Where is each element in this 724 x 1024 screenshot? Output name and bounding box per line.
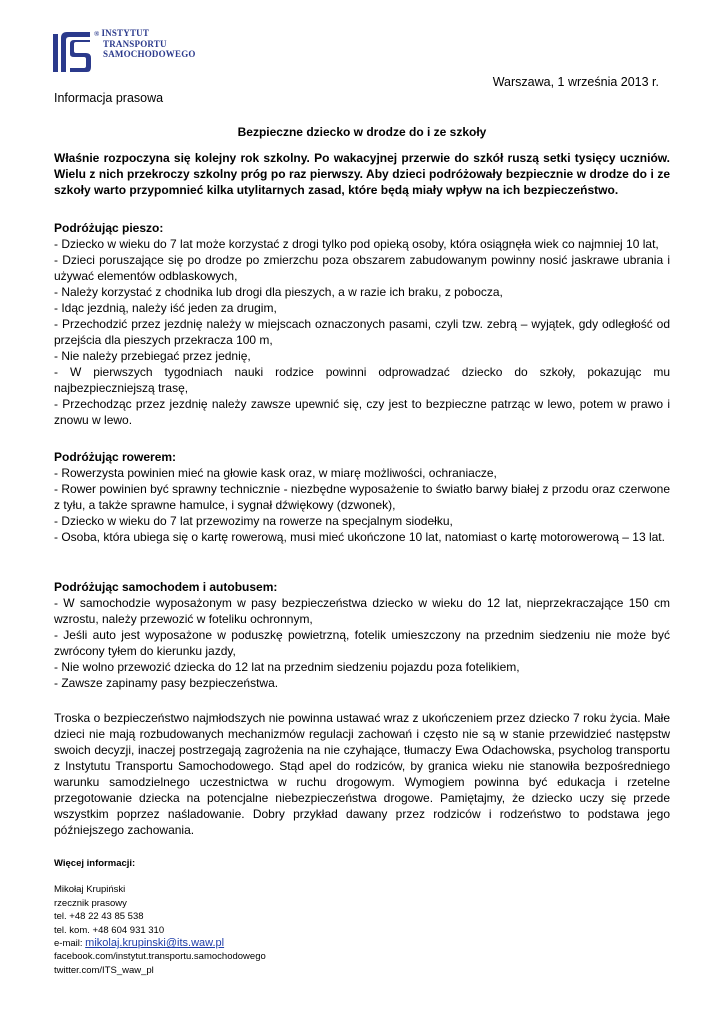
list-item: - W pierwszych tygodniach nauki rodzice powinni odprowadzać dziecko do szkoły, pokazując mu najbezpieczniejszą trasę, xyxy=(54,365,670,395)
email-label: e-mail: xyxy=(54,938,86,950)
list-item: - Dziecko w wieku do 7 lat przewozimy na rowerze na specjalnym siodełku, xyxy=(54,514,453,528)
release-date: Warszawa, 1 września 2013 r. xyxy=(492,75,659,89)
contact-heading: Więcej informacji: xyxy=(54,858,136,869)
list-item: - W samochodzie wyposażonym w pasy bezpieczeństwa dziecko w wieku do 12 lat, nieprzekraczające 150 cm wzrostu, należy przewozić w foteliku ochronnym, xyxy=(54,596,670,626)
closing-paragraph: Troska o bezpieczeństwo najmłodszych nie powinna ustawać wraz z ukończeniem przez dziecko 7 roku życia. Małe dzieci nie mają rozbudowanych mechanizmów regulacji zachowań i często nie są w stanie przewidzieć następstw swoich decyzji, inaczej postrzegają zagrożenia na nie czyhające, tłumaczy Ewa Odachowska, psycholog transportu z Instytutu Transportu Samochodowego. Stąd apel do rodziców, by granica wieku nie stanowiła bezpośredniego warunku samodzielnego uczestnictwa w ruchu drogowym. Wymogiem powinna być edukacja i rzetelne przegotowanie dziecka na potencjalne niebezpieczeństwa drogowe. Pamiętajmy, że dziecko uczy się przede wszystkim poprzez naśladowanie. Dobry przykład dawany przez rodziców i rodzeństwo to podstawa jego późniejszego zachowania. xyxy=(54,711,670,837)
section-heading: Podróżując samochodem i autobusem: xyxy=(54,580,278,594)
contact-mobile: tel. kom. +48 604 931 310 xyxy=(54,924,165,936)
list-item: - Należy korzystać z chodnika lub drogi dla pieszych, a w razie ich braku, z pobocza, xyxy=(54,285,503,299)
section-cycling xyxy=(54,449,670,545)
its-logo xyxy=(52,28,212,76)
document-title: Bezpieczne dziecko w drodze do i ze szkoły xyxy=(237,125,487,139)
list-item: - Przechodzić przez jezdnię należy w miejscach oznaczonych pasami, czyli tzw. zebrą – wyjątek, gdy odległość od przejścia dla pieszych przekracza 100 m, xyxy=(54,317,670,347)
contact-email-row xyxy=(54,937,266,950)
logo-line-2: TRANSPORTU xyxy=(103,39,167,49)
section-heading: Podróżując rowerem: xyxy=(54,450,177,464)
list-item: - Dziecko w wieku do 7 lat może korzystać z drogi tylko pod opieką osoby, która osiągnęła wiek co najmniej 10 lat, xyxy=(54,237,659,251)
contact-role: rzecznik prasowy xyxy=(54,897,127,909)
twitter-link[interactable]: twitter.com/ITS_waw_pl xyxy=(54,964,154,976)
list-item: - Rower powinien być sprawny technicznie - niezbędne wyposażenie to światło barwy białej z przodu oraz czerwone z tyłu, a także sprawne hamulce, i sygnał dźwiękowy (dzwonek), xyxy=(54,482,670,512)
list-item: - Rowerzysta powinien mieć na głowie kask oraz, w miarę możliwości, ochraniacze, xyxy=(54,466,497,480)
contact-phone: tel. +48 22 43 85 538 xyxy=(54,911,144,923)
list-item: - Nie należy przebiegać przez jednię, xyxy=(54,349,251,363)
registered-mark: ® xyxy=(94,30,100,38)
list-item: - Przechodząc przez jezdnię należy zawsze upewnić się, czy jest to bezpieczne patrząc w lewo, potem w prawo i znowu w lewo. xyxy=(54,397,670,427)
list-item: - Zawsze zapinamy pasy bezpieczeństwa. xyxy=(54,676,279,690)
list-item: - Idąc jezdnią, należy iść jeden za drugim, xyxy=(54,301,277,315)
section-walking xyxy=(54,220,670,428)
list-item: - Nie wolno przewozić dziecka do 12 lat na przednim siedzeniu pojazdu poza fotelikiem, xyxy=(54,660,520,674)
section-car-bus xyxy=(54,579,670,691)
contact-block xyxy=(54,857,266,977)
lead-paragraph: Właśnie rozpoczyna się kolejny rok szkolny. Po wakacyjnej przerwie do szkół ruszą setki tysięcy uczniów. Wielu z nich przekroczy szkolny próg po raz pierwszy. Aby dzieci podróżowały bezpiecznie w drodze do i ze szkoły warto przypomnieć kilka utylitarnych zasad, które będą miały wpływ na ich bezpieczeństwo. xyxy=(54,151,670,197)
press-label: Informacja prasowa xyxy=(54,91,164,105)
list-item: - Dzieci poruszające się po drodze po zmierzchu poza obszarem zabudowanym powinny nosić jaskrawe ubrania i używać elementów odblaskowych, xyxy=(54,253,670,283)
logo-wordmark xyxy=(94,28,196,59)
list-item: - Jeśli auto jest wyposażone w poduszkę powietrzną, fotelik umieszczony na przednim siedzeniu nie może być zwrócony tyłem do kierunku jazdy, xyxy=(54,628,670,658)
its-logo-icon xyxy=(52,28,92,74)
section-heading: Podróżując pieszo: xyxy=(54,221,164,235)
list-item: - Osoba, która ubiega się o kartę rowerową, musi mieć ukończone 10 lat, natomiast o kartę motorowerową – 13 lat. xyxy=(54,530,665,544)
email-link[interactable]: mikolaj.krupinski@its.waw.pl xyxy=(85,937,225,950)
logo-line-3: SAMOCHODOWEGO xyxy=(103,49,196,59)
logo-line-1: INSTYTUT xyxy=(101,28,150,38)
contact-name: Mikołaj Krupiński xyxy=(54,884,126,896)
facebook-link[interactable]: facebook.com/instytut.transportu.samochodowego xyxy=(54,951,266,963)
